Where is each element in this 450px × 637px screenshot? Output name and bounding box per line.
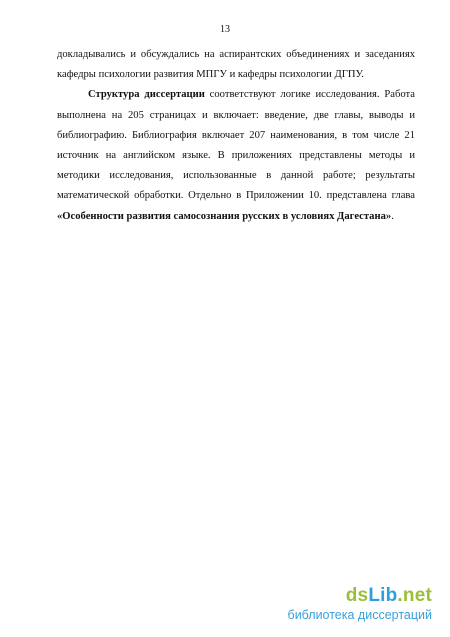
- structure-heading: Структура диссертации: [88, 89, 205, 101]
- paragraph-2-ending: .: [391, 210, 394, 222]
- dslib-watermark: [242, 585, 432, 623]
- paragraph-1: докладывались и обсуждались на аспирантских объединениях и заседаниях кафедры психологии развития МПГУ и кафедры психологии ДГПУ.: [57, 49, 415, 81]
- chapter-title: «Особенности развития самосознания русских в условиях Дагестана»: [57, 210, 392, 222]
- document-body: [57, 45, 415, 227]
- dslib-subtitle: библиотека диссертаций: [287, 608, 432, 622]
- page-number: 13: [220, 24, 230, 35]
- paragraph-2-text: соответствуют логике исследования. Работа выполнена на 205 страницах и включает: введение, две главы, выводы и библиографию. Библиография включает 207 наименования, в том числе 21 источник на английском языке. В приложениях представлены методы и методики исследования, использованные в данной работе; результаты математической обработки. Отдельно в Приложении 10. представлена глава: [57, 89, 415, 202]
- paragraph-2: [57, 85, 415, 226]
- dslib-logo: dsLib.net: [345, 585, 432, 606]
